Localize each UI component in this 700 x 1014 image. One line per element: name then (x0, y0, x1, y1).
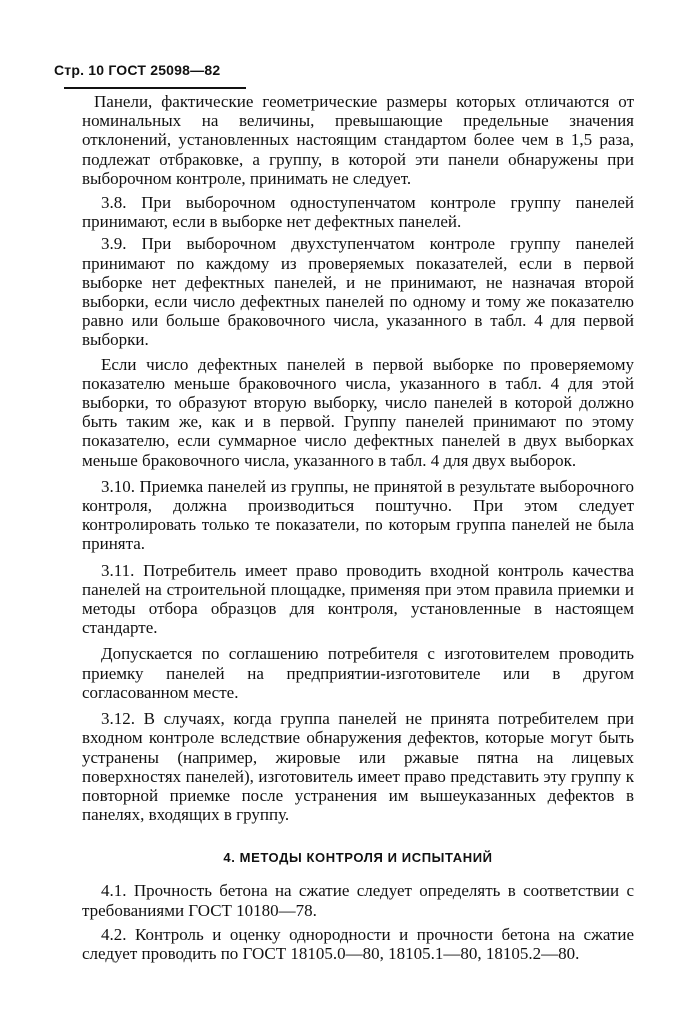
section-4-heading: 4. МЕТОДЫ КОНТРОЛЯ И ИСПЫТАНИЙ (223, 850, 493, 866)
header-divider (64, 87, 246, 89)
paragraph-3-10: 3.10. Приемка панелей из группы, не принятой в результате выборочного контроля, должна производиться поштучно. При этом следует контролировать только те показатели, по которым группа панелей не была принята. (82, 476, 634, 554)
paragraph-4-1: 4.1. Прочность бетона на сжатие следует определять в соответствии с требованиями ГОСТ 10180—78. (82, 881, 634, 920)
paragraph-intro: Панели, фактические геометрические размеры которых отличаются от номинальных на величины, превышающие предельные значения отклонений, установленных настоящим стандартом более чем в 1,5 раза, подлежат отбраковке, а группу, в которой эти панели обнаружены при выборочном контроле, принимать не следует. (82, 92, 634, 188)
paragraph-3-9: 3.9. При выборочном двухступенчатом контроле группу панелей принимают по каждому из проверяемых показателей, если в первой выборке нет дефектных панелей, и не принимают, не назначая второй выборки, если число дефектных панелей по одному и тому же показателю равно или больше браковочного числа, указанного в табл. 4 для первой выборки. (82, 234, 634, 350)
paragraph-3-11: 3.11. Потребитель имеет право проводить входной контроль качества панелей на строительной площадке, применяя при этом правила приемки и методы отбора образцов для контроля, установленные в настоящем стандарте. (82, 560, 634, 638)
paragraph-3-11-continued: Допускается по соглашению потребителя с изготовителем проводить приемку панелей на предприятии-изготовителе или в другом согласованном месте. (82, 644, 634, 702)
paragraph-3-8: 3.8. При выборочном одноступенчатом контроле группу панелей принимают, если в выборке нет дефектных панелей. (82, 193, 634, 232)
paragraph-3-12: 3.12. В случаях, когда группа панелей не принята потребителем при входном контроле вследствие обнаружения дефектов, которые могут быть устранены (например, жировые или ржавые пятна на лицевых поверхностях панелей), изготовитель имеет право представить эту группу к повторной приемке после устранения им вышеуказанных дефектов в панелях, входящих в группу. (82, 709, 634, 825)
page-header: Стр. 10 ГОСТ 25098—82 (54, 62, 221, 78)
paragraph-3-9-continued: Если число дефектных панелей в первой выборке по проверяемому показателю меньше браковочного числа, указанного в табл. 4 для этой выборки, то образуют вторую выборку, число панелей в которой должно быть таким же, как и в первой. Группу панелей принимают по этому показателю, если суммарное число дефектных панелей в двух выборках меньше браковочного числа, указанного в табл. 4 для двух выборок. (82, 354, 634, 470)
paragraph-4-2: 4.2. Контроль и оценку однородности и прочности бетона на сжатие следует проводить по ГОСТ 18105.0—80, 18105.1—80, 18105.2—80. (82, 924, 634, 963)
document-body (82, 92, 634, 963)
